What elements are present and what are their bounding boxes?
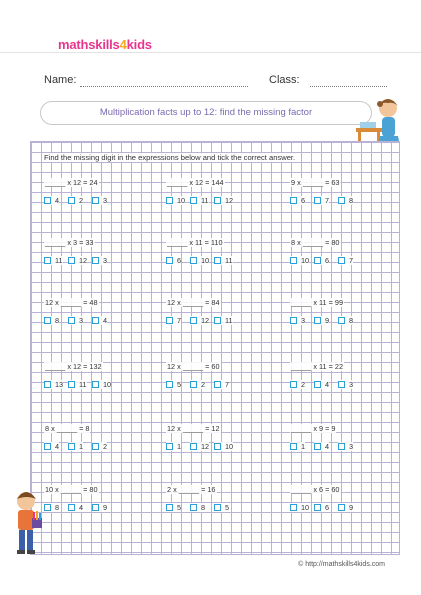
answer-option[interactable] (166, 503, 181, 512)
checkbox-icon[interactable] (68, 317, 75, 324)
problem-item (44, 485, 154, 525)
problem-item (166, 238, 276, 278)
answer-option[interactable] (314, 196, 329, 205)
problem-expression: _____ x 6 = 60 (291, 485, 340, 494)
answer-option[interactable] (44, 503, 59, 512)
answer-option[interactable] (92, 380, 111, 389)
problem-expression: 12 x _____ = 48 (45, 298, 98, 307)
checkbox-icon[interactable] (68, 381, 75, 388)
answer-option-label: 3 (103, 196, 108, 205)
answer-option-label: 10 (201, 256, 210, 265)
answer-option-label: 9 (349, 503, 354, 512)
answer-option[interactable] (44, 196, 59, 205)
checkbox-icon[interactable] (44, 381, 51, 388)
name-label: Name: (44, 74, 77, 86)
answer-option[interactable] (92, 442, 107, 451)
answer-options (166, 442, 276, 454)
answer-option-label: 10 (177, 196, 186, 205)
answer-option[interactable] (68, 256, 87, 265)
answer-option[interactable] (314, 256, 329, 265)
answer-option-label: 7 (225, 380, 230, 389)
answer-option[interactable] (190, 316, 209, 325)
class-field[interactable] (310, 86, 387, 87)
answer-option[interactable] (92, 316, 107, 325)
checkbox-icon[interactable] (214, 197, 221, 204)
answer-option-label: 8 (349, 316, 354, 325)
answer-option[interactable] (214, 442, 233, 451)
answer-option-label: 5 (177, 503, 182, 512)
answer-option[interactable] (314, 442, 329, 451)
answer-option-label: 7 (177, 316, 182, 325)
answer-option[interactable] (338, 256, 353, 265)
problem-item (290, 362, 400, 402)
answer-option-label: 3 (301, 316, 306, 325)
answer-option-label: 8 (201, 503, 206, 512)
checkbox-icon[interactable] (290, 257, 297, 264)
checkbox-icon[interactable] (338, 317, 345, 324)
answer-option-label: 6 (177, 256, 182, 265)
answer-options (166, 256, 276, 268)
answer-option-label: 4 (55, 442, 60, 451)
problem-item (44, 238, 154, 278)
checkbox-icon[interactable] (166, 317, 173, 324)
title-banner (40, 101, 372, 125)
problem-expression: 8 x _____ = 80 (291, 238, 340, 247)
answer-option-label: 12 (201, 316, 210, 325)
problem-item (166, 178, 276, 218)
checkbox-icon[interactable] (68, 443, 75, 450)
checkbox-icon[interactable] (190, 257, 197, 264)
checkbox-icon[interactable] (314, 504, 321, 511)
problem-item (166, 424, 276, 464)
checkbox-icon[interactable] (190, 197, 197, 204)
answer-option-label: 4 (103, 316, 108, 325)
answer-options (44, 196, 154, 208)
checkbox-icon[interactable] (166, 197, 173, 204)
checkbox-icon[interactable] (214, 257, 221, 264)
checkbox-icon[interactable] (190, 504, 197, 511)
answer-option-label: 11 (225, 256, 233, 265)
answer-option-label: 9 (103, 503, 108, 512)
worksheet-title: Multiplication facts up to 12: find the missing factor (99, 107, 313, 118)
answer-option-label: 6 (301, 196, 306, 205)
checkbox-icon[interactable] (190, 381, 197, 388)
problem-item (290, 238, 400, 278)
answer-option-label: 4 (325, 380, 330, 389)
problem-expression: _____ x 11 = 99 (291, 298, 344, 307)
answer-option[interactable] (314, 503, 329, 512)
answer-option[interactable] (214, 316, 233, 325)
checkbox-icon[interactable] (338, 443, 345, 450)
answer-options (290, 316, 400, 328)
answer-option[interactable] (190, 196, 209, 205)
answer-option[interactable] (166, 196, 185, 205)
answer-option-label: 7 (349, 256, 354, 265)
checkbox-icon[interactable] (214, 381, 221, 388)
answer-option[interactable] (290, 380, 305, 389)
answer-option-label: 4 (325, 442, 330, 451)
answer-option[interactable] (214, 196, 233, 205)
problem-expression: 2 x _____ = 16 (167, 485, 216, 494)
answer-options (44, 380, 154, 392)
answer-option[interactable] (338, 316, 353, 325)
answer-option-label: 2 (79, 196, 84, 205)
problem-item (290, 424, 400, 464)
problem-item (44, 298, 154, 338)
checkbox-icon[interactable] (68, 197, 75, 204)
answer-option-label: 3 (103, 256, 108, 265)
answer-option-label: 2 (103, 442, 108, 451)
answer-option-label: 12 (79, 256, 88, 265)
checkbox-icon[interactable] (314, 317, 321, 324)
name-class-row (44, 74, 389, 90)
problem-expression: 9 x _____ = 63 (291, 178, 340, 187)
problem-expression: _____ x 9 = 9 (291, 424, 336, 433)
checkbox-icon[interactable] (166, 381, 173, 388)
answer-options (290, 380, 400, 392)
checkbox-icon[interactable] (190, 443, 197, 450)
site-logo: mathskills4kids (58, 37, 152, 52)
answer-option[interactable] (338, 196, 353, 205)
answer-option[interactable] (44, 256, 63, 265)
checkbox-icon[interactable] (92, 381, 99, 388)
answer-option[interactable] (314, 380, 329, 389)
answer-option[interactable] (92, 503, 107, 512)
class-label: Class: (269, 74, 300, 86)
answer-options (290, 196, 400, 208)
checkbox-icon[interactable] (314, 197, 321, 204)
answer-option[interactable] (44, 316, 59, 325)
problem-expression: 12 x _____ = 84 (167, 298, 220, 307)
checkbox-icon[interactable] (290, 504, 297, 511)
boy-illustration-icon (8, 490, 46, 560)
problem-expression: _____ x 11 = 110 (167, 238, 223, 247)
answer-options (44, 316, 154, 328)
problem-item (166, 298, 276, 338)
answer-option[interactable] (68, 442, 83, 451)
problem-expression: 12 x _____ = 60 (167, 362, 220, 371)
answer-options (290, 256, 400, 268)
answer-option[interactable] (290, 196, 305, 205)
checkbox-icon[interactable] (290, 197, 297, 204)
answer-option-label: 5 (177, 380, 182, 389)
answer-option-label: 6 (325, 503, 330, 512)
answer-option-label: 10 (301, 503, 310, 512)
footer-credit: © http://mathskills4kids.com (298, 561, 385, 568)
problem-expression: _____ x 12 = 132 (45, 362, 102, 371)
problem-expression: _____ x 3 = 33 (45, 238, 94, 247)
problem-expression: 12 x _____ = 12 (167, 424, 220, 433)
name-field[interactable] (80, 86, 248, 87)
checkbox-icon[interactable] (68, 257, 75, 264)
checkbox-icon[interactable] (92, 197, 99, 204)
answer-option[interactable] (190, 256, 209, 265)
answer-option[interactable] (190, 442, 209, 451)
answer-option-label: 11 (201, 196, 209, 205)
answer-option[interactable] (290, 316, 305, 325)
answer-option[interactable] (68, 503, 83, 512)
answer-options (166, 380, 276, 392)
problem-expression: _____ x 12 = 24 (45, 178, 98, 187)
answer-option-label: 3 (79, 316, 84, 325)
answer-option[interactable] (68, 380, 87, 389)
answer-option-label: 11 (79, 380, 87, 389)
checkbox-icon[interactable] (166, 257, 173, 264)
header-divider (0, 52, 421, 53)
answer-option[interactable] (166, 316, 181, 325)
checkbox-icon[interactable] (290, 443, 297, 450)
answer-option-label: 1 (301, 442, 306, 451)
checkbox-icon[interactable] (166, 504, 173, 511)
answer-option[interactable] (290, 442, 305, 451)
answer-option[interactable] (338, 442, 353, 451)
checkbox-icon[interactable] (214, 504, 221, 511)
problem-item (166, 485, 276, 525)
answer-option-label: 11 (225, 316, 233, 325)
answer-option-label: 3 (349, 442, 354, 451)
checkbox-icon[interactable] (314, 381, 321, 388)
checkbox-icon[interactable] (190, 317, 197, 324)
problem-expression: _____ x 11 = 22 (291, 362, 344, 371)
answer-option-label: 7 (325, 196, 330, 205)
answer-option-label: 10 (301, 256, 310, 265)
problem-expression: 8 x _____ = 8 (45, 424, 90, 433)
answer-options (166, 316, 276, 328)
answer-option-label: 11 (55, 256, 63, 265)
checkbox-icon[interactable] (314, 443, 321, 450)
answer-option-label: 10 (103, 380, 112, 389)
answer-option-label: 2 (301, 380, 306, 389)
answer-option[interactable] (214, 256, 233, 265)
problem-item (44, 178, 154, 218)
checkbox-icon[interactable] (92, 504, 99, 511)
answer-option-label: 12 (201, 442, 210, 451)
problem-item (44, 424, 154, 464)
answer-options (290, 442, 400, 454)
answer-option[interactable] (338, 380, 353, 389)
answer-option-label: 13 (55, 380, 64, 389)
problem-expression: 10 x _____ = 80 (45, 485, 98, 494)
checkbox-icon[interactable] (338, 197, 345, 204)
answer-option-label: 1 (177, 442, 182, 451)
answer-option-label: 5 (225, 503, 230, 512)
checkbox-icon[interactable] (68, 504, 75, 511)
answer-option-label: 8 (55, 503, 60, 512)
checkbox-icon[interactable] (214, 443, 221, 450)
answer-option-label: 2 (201, 380, 206, 389)
answer-option-label: 8 (55, 316, 60, 325)
checkbox-icon[interactable] (338, 504, 345, 511)
checkbox-icon[interactable] (214, 317, 221, 324)
checkbox-icon[interactable] (44, 257, 51, 264)
problem-item (166, 362, 276, 402)
answer-option-label: 3 (349, 380, 354, 389)
answer-option-label: 10 (225, 442, 234, 451)
checkbox-icon[interactable] (92, 317, 99, 324)
answer-option[interactable] (338, 503, 353, 512)
answer-option[interactable] (92, 196, 107, 205)
checkbox-icon[interactable] (166, 443, 173, 450)
checkbox-icon[interactable] (92, 257, 99, 264)
answer-option[interactable] (166, 380, 181, 389)
answer-option[interactable] (314, 316, 329, 325)
answer-options (166, 503, 276, 515)
answer-option-label: 4 (79, 503, 84, 512)
checkbox-icon[interactable] (44, 197, 51, 204)
checkbox-icon[interactable] (314, 257, 321, 264)
answer-options (44, 442, 154, 454)
checkbox-icon[interactable] (338, 257, 345, 264)
answer-option[interactable] (214, 503, 229, 512)
answer-options (44, 256, 154, 268)
problem-item (290, 178, 400, 218)
answer-option[interactable] (166, 442, 181, 451)
problem-item (290, 485, 400, 525)
answer-options (290, 503, 400, 515)
answer-option-label: 9 (325, 316, 330, 325)
instruction-text: Find the missing digit in the expressions below and tick the correct answer. (44, 153, 296, 162)
checkbox-icon[interactable] (290, 381, 297, 388)
answer-options (166, 196, 276, 208)
answer-option[interactable] (290, 503, 309, 512)
answer-option[interactable] (44, 442, 59, 451)
answer-option[interactable] (44, 380, 63, 389)
checkbox-icon[interactable] (290, 317, 297, 324)
checkbox-icon[interactable] (44, 443, 51, 450)
answer-option[interactable] (290, 256, 309, 265)
checkbox-icon[interactable] (44, 317, 51, 324)
answer-option[interactable] (68, 196, 83, 205)
answer-option[interactable] (68, 316, 83, 325)
answer-option[interactable] (166, 256, 181, 265)
checkbox-icon[interactable] (338, 381, 345, 388)
answer-option[interactable] (92, 256, 107, 265)
problem-item (290, 298, 400, 338)
answer-option[interactable] (214, 380, 229, 389)
answer-option-label: 12 (225, 196, 234, 205)
answer-option-label: 8 (349, 196, 354, 205)
problem-expression: _____ x 12 = 144 (167, 178, 224, 187)
problem-item (44, 362, 154, 402)
answer-option[interactable] (190, 503, 205, 512)
answer-option-label: 6 (325, 256, 330, 265)
answer-option-label: 1 (79, 442, 84, 451)
answer-option[interactable] (190, 380, 205, 389)
answer-options (44, 503, 154, 515)
answer-option-label: 4 (55, 196, 60, 205)
checkbox-icon[interactable] (92, 443, 99, 450)
